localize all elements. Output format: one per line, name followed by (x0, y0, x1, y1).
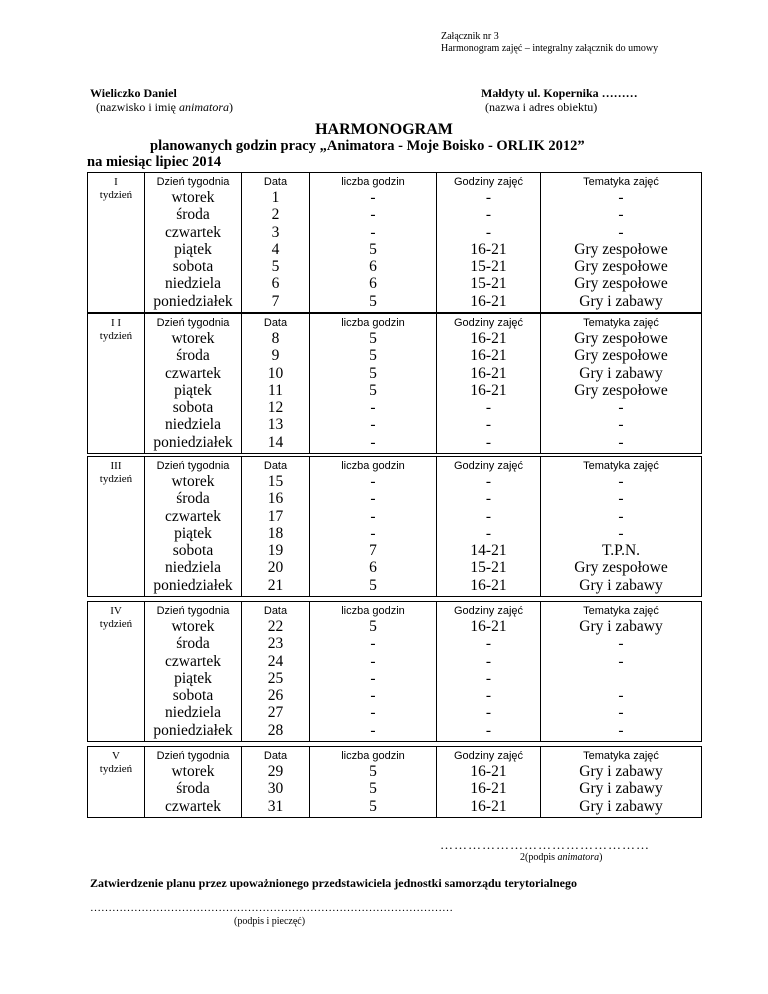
approval-caption: (podpis i pieczęć) (234, 916, 306, 927)
date-cell: 13 (267, 416, 284, 434)
hours-cell: 15-21 (470, 258, 507, 276)
topic-cell (541, 670, 701, 687)
week-number: IV (110, 605, 122, 617)
hours-count-cell: 6 (369, 275, 377, 293)
day-cell: piątek (174, 240, 212, 258)
week-block (87, 746, 695, 818)
page-subtitle: planowanych godzin pracy „Animatora - Moje Boisko - ORLIK 2012” (150, 138, 585, 154)
topic-cell: Gry zespołowe (574, 559, 668, 577)
date-cell: 9 (271, 347, 280, 365)
column-topic (541, 173, 702, 313)
topic-cell: - (618, 635, 624, 653)
day-cell: sobota (172, 687, 214, 705)
hours-cell: - (485, 223, 492, 241)
hours-count-cell: 5 (369, 240, 377, 258)
month-line: na miesiąc lipiec 2014 (87, 154, 222, 170)
topic-cell: - (618, 652, 624, 670)
hours-cell: - (485, 473, 492, 490)
topic-cell: - (618, 189, 624, 206)
hours-count-cell: - (370, 524, 376, 542)
topic-cell: - (618, 416, 624, 434)
hours-cell: 14-21 (470, 542, 507, 560)
annex-line-1: Załącznik nr 3 (441, 31, 499, 42)
day-cell: poniedziałek (153, 292, 233, 310)
week-block (87, 172, 695, 313)
column-header: Dzień tygodnia (156, 176, 230, 188)
column-header: liczba godzin (341, 605, 405, 617)
hours-count-cell: - (370, 635, 376, 653)
day-cell: wtorek (171, 473, 215, 490)
date-cell: 6 (271, 275, 280, 293)
column-header: Data (263, 460, 288, 472)
hours-count-cell: - (370, 473, 376, 490)
date-cell: 14 (267, 433, 284, 451)
date-cell: 1 (271, 189, 280, 206)
day-cell: środa (176, 347, 210, 365)
column-hours (437, 314, 541, 454)
day-cell: wtorek (171, 330, 215, 347)
animator-name: Wieliczko Daniel (90, 86, 177, 100)
hours-cell: - (485, 189, 492, 206)
column-header: Dzień tygodnia (156, 605, 230, 617)
hours-count-cell: - (370, 652, 376, 670)
week-number: I I (110, 317, 122, 329)
day-cell: sobota (172, 542, 214, 560)
day-cell: środa (176, 635, 210, 653)
hours-cell: 16-21 (470, 292, 507, 310)
hours-count-cell: - (370, 490, 376, 508)
animator-block (90, 86, 233, 114)
column-date (242, 457, 310, 597)
hours-count-cell: - (370, 507, 376, 525)
column-hours-count (310, 457, 437, 597)
topic-cell: Gry i zabawy (579, 576, 663, 594)
annex-label (441, 31, 658, 55)
day-cell: wtorek (171, 618, 215, 635)
day-cell: czwartek (165, 364, 221, 382)
hours-count-cell: - (370, 433, 376, 451)
hours-cell: - (485, 687, 492, 705)
topic-cell: Gry zespołowe (574, 240, 668, 258)
approval-text: Zatwierdzenie planu przez upoważnionego przedstawiciela jednostki samorządu terytorialnego (90, 876, 577, 890)
topic-cell: Gry zespołowe (574, 381, 668, 399)
week-block (87, 601, 695, 742)
column-date (242, 173, 310, 313)
signature-caption: 2(podpis animatora) (520, 852, 603, 863)
date-cell: 19 (267, 542, 284, 560)
hours-count-cell: 5 (369, 381, 377, 399)
column-header: Godziny zajęć (453, 460, 524, 472)
hours-cell: 16-21 (470, 364, 507, 382)
date-cell: 18 (267, 524, 284, 542)
day-cell: czwartek (165, 223, 221, 241)
date-cell: 17 (267, 507, 284, 525)
day-cell: piątek (174, 381, 212, 399)
hours-count-cell: - (370, 704, 376, 722)
week-row (88, 457, 702, 597)
hours-count-cell: - (370, 399, 376, 417)
week-label: tydzień (99, 330, 133, 342)
date-cell: 26 (267, 687, 284, 705)
date-cell: 21 (267, 576, 284, 594)
week-table (87, 746, 702, 818)
date-cell: 4 (271, 240, 280, 258)
topic-cell: - (618, 687, 624, 705)
column-header: Data (263, 605, 288, 617)
topic-cell: Gry zespołowe (574, 275, 668, 293)
column-date (242, 314, 310, 454)
column-header: Data (263, 317, 288, 329)
hours-count-cell: 5 (369, 780, 377, 798)
hours-count-cell: 6 (369, 559, 377, 577)
day-cell: czwartek (165, 652, 221, 670)
facility-name: Małdyty ul. Kopernika ……… (481, 86, 638, 100)
date-cell: 2 (271, 206, 280, 224)
column-day (145, 314, 242, 454)
date-cell: 22 (267, 618, 284, 635)
week-label: tydzień (99, 473, 133, 485)
date-cell: 28 (267, 721, 284, 739)
hours-cell: - (485, 635, 492, 653)
date-cell: 25 (267, 669, 284, 687)
hours-count-cell: 5 (369, 347, 377, 365)
hours-count-cell: 6 (369, 258, 377, 276)
day-cell: środa (176, 206, 210, 224)
topic-cell: T.P.N. (601, 542, 641, 560)
day-cell: czwartek (165, 507, 221, 525)
week-table (87, 456, 702, 597)
column-day (145, 747, 242, 818)
date-cell: 8 (271, 330, 280, 347)
week-label-cell (88, 173, 145, 313)
column-header: liczba godzin (341, 750, 405, 762)
hours-count-cell: - (370, 223, 376, 241)
week-number: V (112, 750, 120, 762)
hours-cell: 16-21 (470, 347, 507, 365)
signature-line (440, 837, 650, 853)
week-label-cell (88, 314, 145, 454)
topic-cell: Gry i zabawy (579, 618, 663, 635)
date-cell: 5 (271, 258, 280, 276)
column-header: Tematyka zajęć (583, 605, 659, 617)
annex-line-2: Harmonogram zajęć – integralny załącznik do umowy (441, 43, 659, 54)
day-cell: niedziela (165, 275, 221, 293)
week-table (87, 601, 702, 742)
column-day (145, 602, 242, 742)
column-topic (541, 314, 702, 454)
column-header: Tematyka zajęć (583, 750, 659, 762)
week-block (87, 456, 695, 597)
topic-cell: - (618, 721, 624, 739)
topic-cell: Gry i zabawy (579, 797, 663, 815)
week-label: tydzień (99, 618, 133, 630)
column-topic (541, 747, 702, 818)
week-number: I (114, 176, 118, 188)
week-table (87, 313, 702, 454)
date-cell: 3 (271, 223, 280, 241)
hours-count-cell: 5 (369, 330, 377, 347)
date-cell: 15 (267, 473, 284, 490)
week-label-cell (88, 747, 145, 818)
day-cell: piątek (174, 524, 212, 542)
date-cell: 23 (267, 635, 284, 653)
topic-cell: - (618, 524, 624, 542)
hours-count-cell: - (370, 687, 376, 705)
column-header: Godziny zajęć (453, 317, 524, 329)
date-cell: 10 (267, 364, 284, 382)
column-hours (437, 457, 541, 597)
date-cell: 24 (267, 652, 284, 670)
date-cell: 31 (267, 797, 284, 815)
date-cell: 27 (267, 704, 284, 722)
column-header: Dzień tygodnia (156, 750, 230, 762)
hours-count-cell: 5 (369, 292, 377, 310)
day-cell: sobota (172, 399, 214, 417)
column-day (145, 173, 242, 313)
hours-cell: - (485, 399, 492, 417)
hours-cell: - (485, 704, 492, 722)
week-row (88, 314, 702, 454)
day-cell: piątek (174, 669, 212, 687)
column-header: liczba godzin (341, 176, 405, 188)
topic-cell: Gry i zabawy (579, 780, 663, 798)
column-header: Godziny zajęć (453, 750, 524, 762)
date-cell: 12 (267, 399, 284, 417)
signature-dots: ……………………………………… (440, 837, 650, 852)
column-header: Tematyka zajęć (583, 317, 659, 329)
week-number: III (110, 460, 122, 472)
day-cell: środa (176, 490, 210, 508)
week-label-cell (88, 602, 145, 742)
topic-cell: Gry i zabawy (579, 763, 663, 780)
hours-cell: 15-21 (470, 275, 507, 293)
column-hours (437, 602, 541, 742)
topic-cell: - (618, 223, 624, 241)
hours-count-cell: - (370, 669, 376, 687)
day-cell: środa (176, 780, 210, 798)
hours-cell: - (485, 524, 492, 542)
hours-cell: - (485, 507, 492, 525)
hours-cell: 16-21 (470, 618, 507, 635)
day-cell: wtorek (171, 189, 215, 206)
column-hours-count (310, 602, 437, 742)
hours-count-cell: 5 (369, 618, 377, 635)
day-cell: sobota (172, 258, 214, 276)
hours-cell: 16-21 (470, 797, 507, 815)
hours-cell: 16-21 (470, 780, 507, 798)
hours-cell: - (485, 416, 492, 434)
date-cell: 16 (267, 490, 284, 508)
column-header: Dzień tygodnia (156, 317, 230, 329)
topic-cell: - (618, 704, 624, 722)
column-day (145, 457, 242, 597)
topic-cell: - (618, 433, 624, 451)
day-cell: poniedziałek (153, 576, 233, 594)
hours-cell: 16-21 (470, 240, 507, 258)
column-header: liczba godzin (341, 317, 405, 329)
day-cell: poniedziałek (153, 433, 233, 451)
date-cell: 20 (267, 559, 284, 577)
column-hours (437, 173, 541, 313)
topic-cell: - (618, 507, 624, 525)
topic-cell: - (618, 399, 624, 417)
topic-cell: Gry zespołowe (574, 330, 668, 347)
hours-cell: 15-21 (470, 559, 507, 577)
column-hours-count (310, 314, 437, 454)
date-cell: 30 (267, 780, 284, 798)
topic-cell: - (618, 473, 624, 490)
hours-count-cell: 5 (369, 364, 377, 382)
column-topic (541, 457, 702, 597)
week-label: tydzień (99, 189, 133, 201)
column-hours (437, 747, 541, 818)
day-cell: czwartek (165, 797, 221, 815)
animator-caption: (nazwisko i imię animatora) (96, 100, 233, 114)
week-row (88, 747, 702, 818)
column-header: Data (263, 750, 288, 762)
column-hours-count (310, 747, 437, 818)
hours-count-cell: - (370, 206, 376, 224)
week-block (87, 313, 695, 454)
hours-cell: - (485, 721, 492, 739)
column-header: Tematyka zajęć (583, 176, 659, 188)
hours-cell: - (485, 433, 492, 451)
hours-cell: - (485, 490, 492, 508)
column-date (242, 747, 310, 818)
hours-cell: 16-21 (470, 576, 507, 594)
approval-dots: ……………………………………………………………………………………… (90, 902, 453, 914)
hours-cell: 16-21 (470, 381, 507, 399)
column-hours-count (310, 173, 437, 313)
week-row (88, 602, 702, 742)
hours-count-cell: - (370, 189, 376, 206)
hours-count-cell: 7 (369, 542, 377, 560)
column-header: Godziny zajęć (453, 605, 524, 617)
week-label: tydzień (99, 763, 133, 775)
week-row (88, 173, 702, 313)
week-table (87, 172, 702, 313)
day-cell: wtorek (171, 763, 215, 780)
day-cell: niedziela (165, 416, 221, 434)
hours-cell: - (485, 652, 492, 670)
hours-count-cell: - (370, 721, 376, 739)
column-date (242, 602, 310, 742)
hours-cell: - (485, 206, 492, 224)
date-cell: 7 (271, 292, 280, 310)
page-title: HARMONOGRAM (315, 121, 453, 138)
topic-cell: Gry zespołowe (574, 347, 668, 365)
column-header: Dzień tygodnia (156, 460, 230, 472)
day-cell: niedziela (165, 559, 221, 577)
topic-cell: Gry i zabawy (579, 292, 663, 310)
column-header: Data (263, 176, 288, 188)
column-topic (541, 602, 702, 742)
day-cell: niedziela (165, 704, 221, 722)
hours-count-cell: 5 (369, 797, 377, 815)
column-header: liczba godzin (341, 460, 405, 472)
date-cell: 11 (268, 381, 283, 399)
topic-cell: Gry i zabawy (579, 364, 663, 382)
hours-count-cell: - (370, 416, 376, 434)
day-cell: poniedziałek (153, 721, 233, 739)
hours-cell: - (485, 669, 492, 687)
hours-cell: 16-21 (470, 330, 507, 347)
hours-count-cell: 5 (369, 763, 377, 780)
hours-cell: 16-21 (470, 763, 507, 780)
facility-caption: (nazwa i adres obiektu) (485, 100, 598, 114)
facility-block (481, 86, 638, 114)
column-header: Tematyka zajęć (583, 460, 659, 472)
topic-cell: - (618, 206, 624, 224)
date-cell: 29 (267, 763, 284, 780)
week-label-cell (88, 457, 145, 597)
column-header: Godziny zajęć (453, 176, 524, 188)
hours-count-cell: 5 (369, 576, 377, 594)
topic-cell: - (618, 490, 624, 508)
topic-cell: Gry zespołowe (574, 258, 668, 276)
